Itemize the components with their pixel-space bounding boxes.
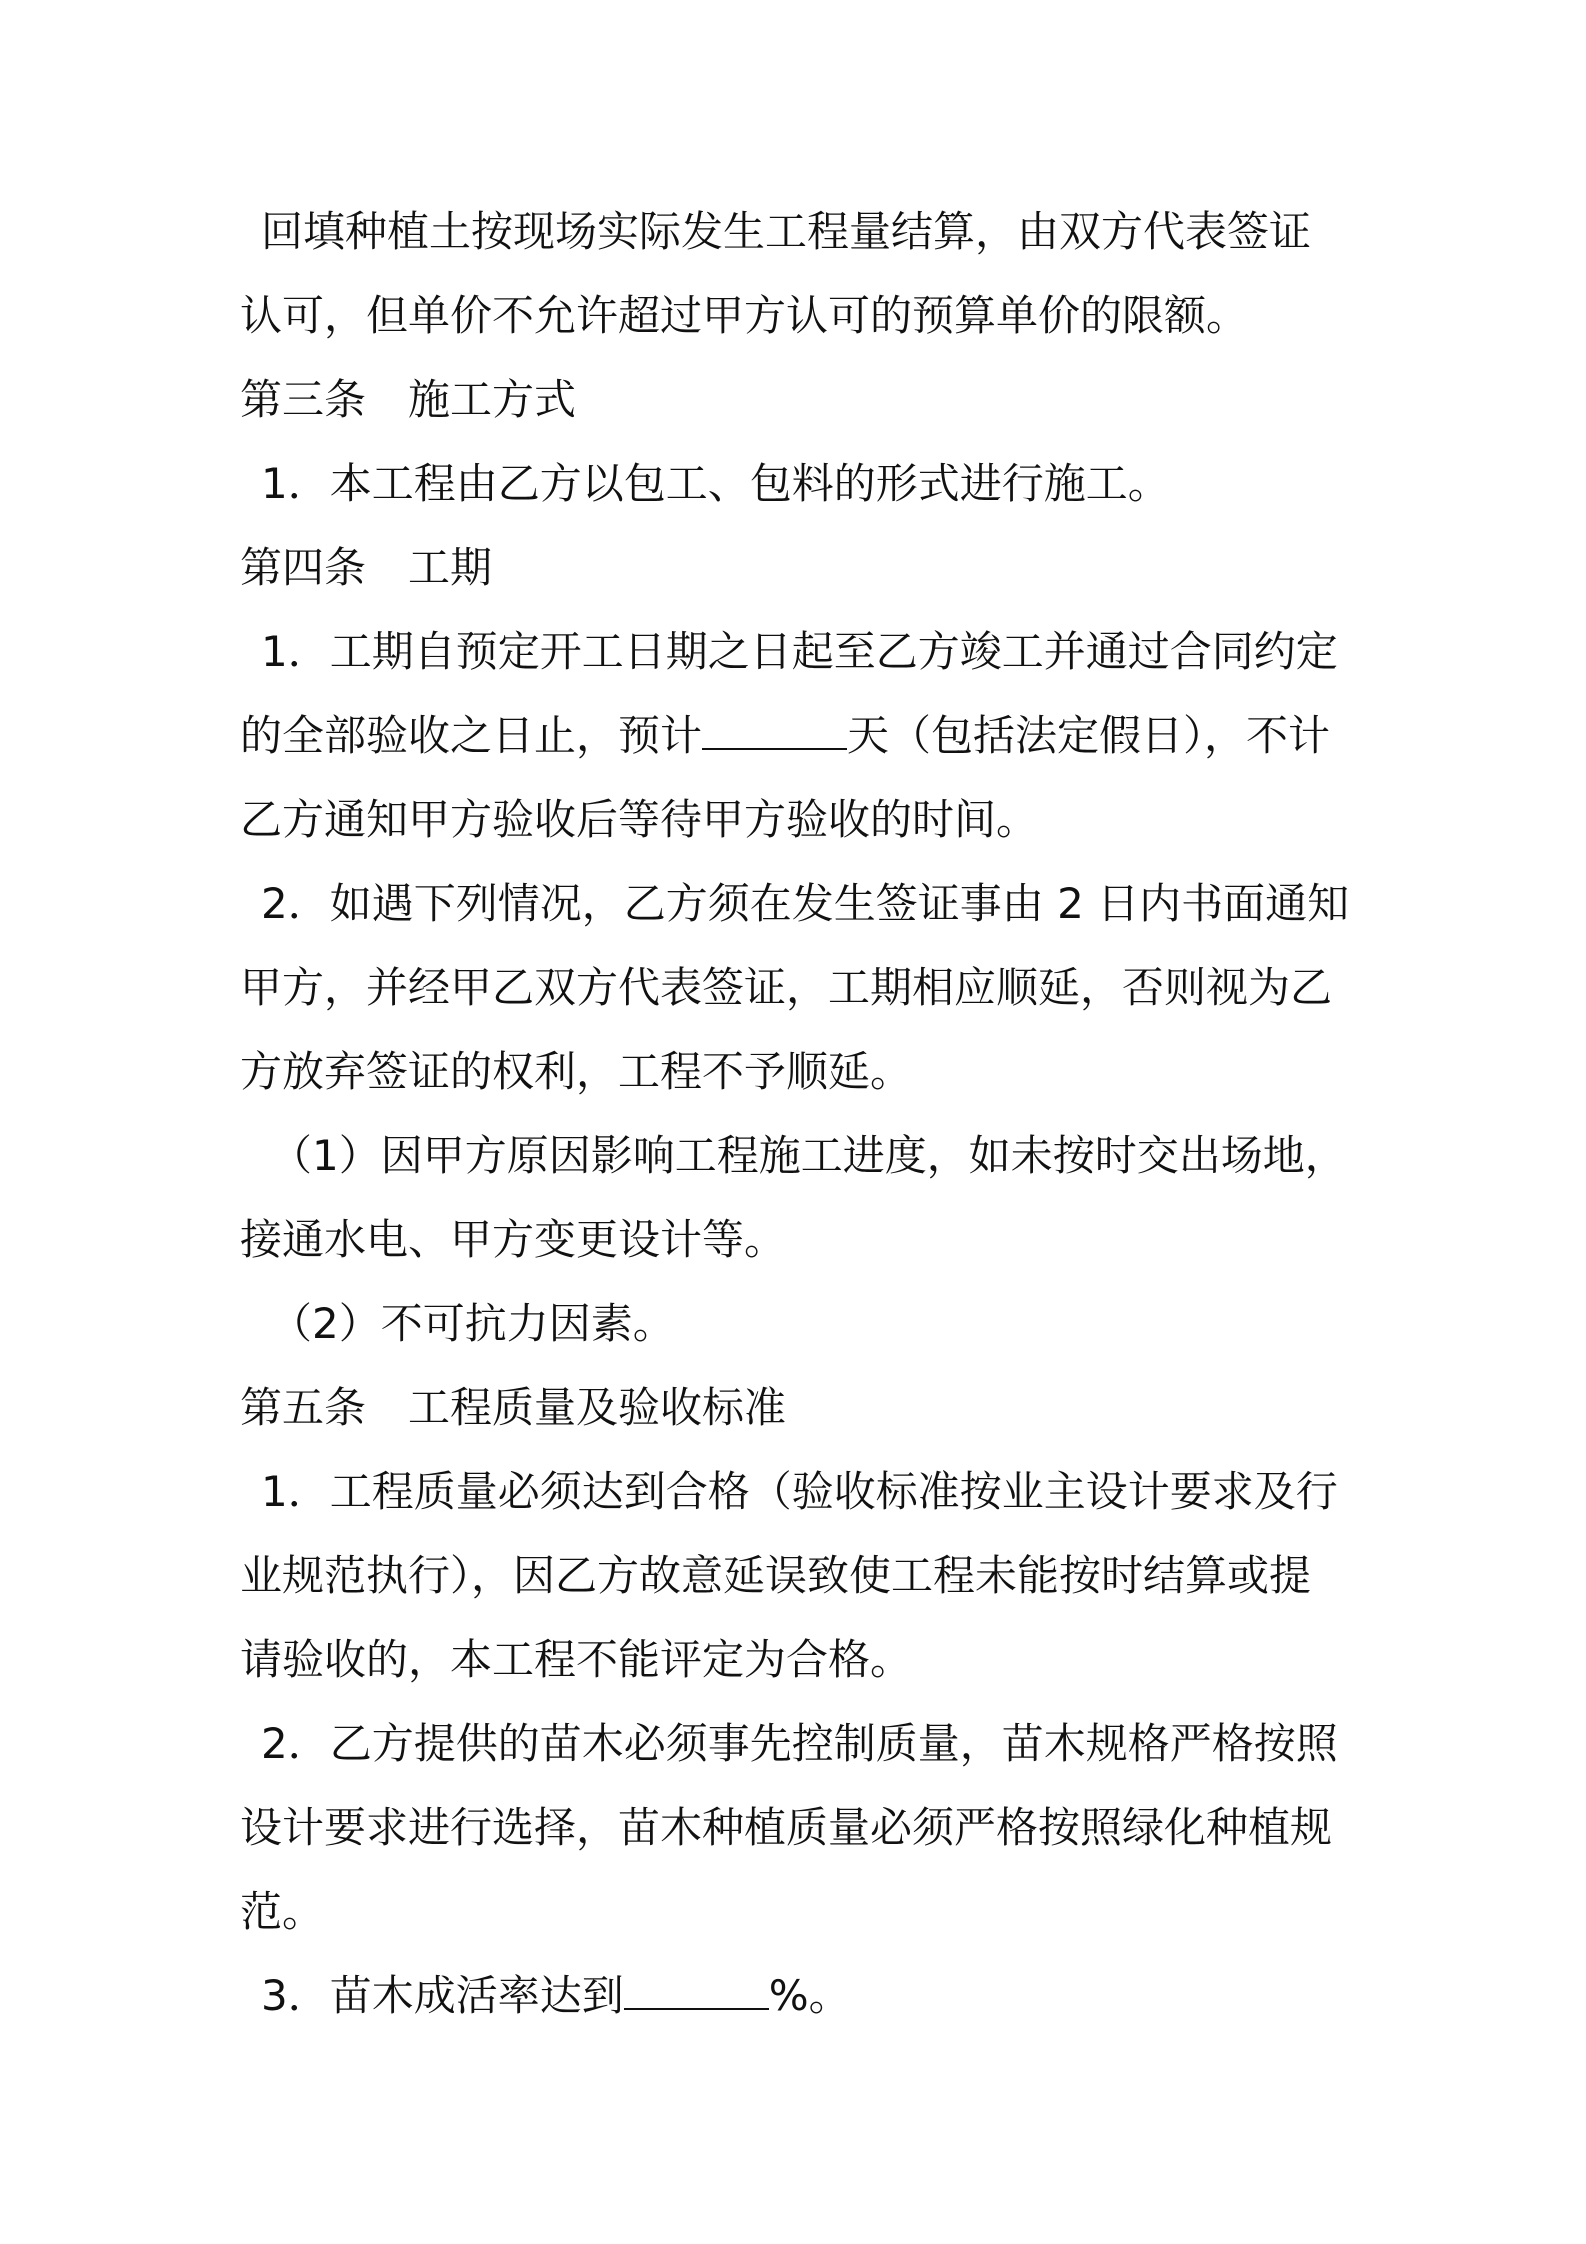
clause-line — [240, 1954, 1360, 2038]
clause-text: 的全部验收之日止，预计 — [240, 711, 703, 760]
clause-line: 请验收的，本工程不能评定为合格。 — [240, 1635, 913, 1684]
paragraph-line: 回填种植土按现场实际发生工程量结算，由双方代表签证 — [261, 207, 1312, 256]
clause-text: 3．苗木成活率达到 — [261, 1971, 624, 2020]
clause-line: 1．工期自预定开工日期之日起至乙方竣工并通过合同约定 — [261, 627, 1338, 676]
clause-line: 设计要求进行选择，苗木种植质量必须严格按照绿化种植规 — [240, 1803, 1333, 1852]
fill-in-blank — [624, 1974, 769, 2010]
clause-line: 业规范执行），因乙方故意延误致使工程未能按时结算或提 — [240, 1551, 1312, 1600]
section-heading: 第五条 工程质量及验收标准 — [240, 1383, 787, 1432]
clause-line: 2．如遇下列情况，乙方须在发生签证事由 2 日内书面通知 — [261, 879, 1350, 928]
sub-clause-line: （2）不可抗力因素。 — [270, 1299, 675, 1348]
section-heading: 第四条 工期 — [240, 543, 493, 592]
sub-clause-line: 接通水电、甲方变更设计等。 — [240, 1215, 787, 1264]
document-page — [240, 190, 1360, 2038]
clause-line: 1．本工程由乙方以包工、包料的形式进行施工。 — [261, 459, 1170, 508]
clause-line: 乙方通知甲方验收后等待甲方验收的时间。 — [240, 795, 1039, 844]
clause-line: 甲方，并经甲乙双方代表签证，工期相应顺延，否则视为乙 — [240, 963, 1333, 1012]
section-heading: 第三条 施工方式 — [240, 375, 577, 424]
clause-line: 范。 — [240, 1887, 325, 1936]
fill-in-blank — [702, 714, 847, 750]
clause-line — [240, 694, 1360, 778]
clause-text: 天（包括法定假日），不计 — [847, 711, 1331, 760]
clause-text: %。 — [768, 1971, 851, 2020]
paragraph-line: 认可，但单价不允许超过甲方认可的预算单价的限额。 — [240, 291, 1249, 340]
clause-line: 方放弃签证的权利，工程不予顺延。 — [240, 1047, 913, 1096]
clause-line: 1．工程质量必须达到合格（验收标准按业主设计要求及行 — [261, 1467, 1338, 1516]
clause-line: 2．乙方提供的苗木必须事先控制质量，苗木规格严格按照 — [261, 1719, 1338, 1768]
sub-clause-line: （1）因甲方原因影响工程施工进度，如未按时交出场地， — [270, 1131, 1347, 1180]
